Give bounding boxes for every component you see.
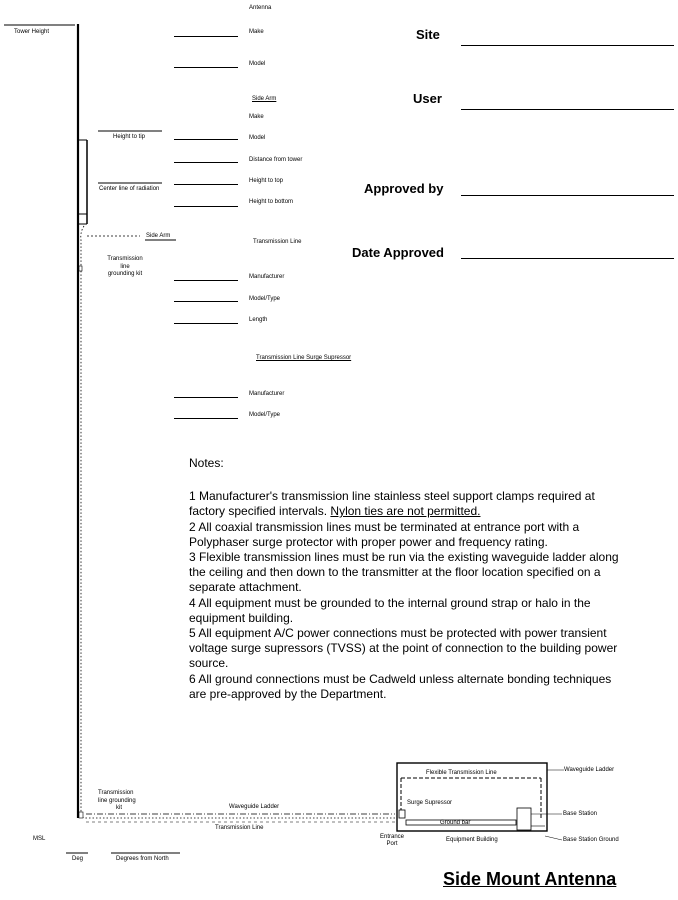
grounding-kit-upper-label: Transmission line grounding kit <box>107 256 143 277</box>
antenna-make-label: Make <box>249 29 264 35</box>
note-3: 3 Flexible transmission lines must be run via the existing waveguide ladder along the ceiling and then down to the transmitter at the floor location specified on a separate attachment. <box>189 550 619 595</box>
surge-supressor-heading: Transmission Line Surge Supressor <box>256 355 352 361</box>
equipment-building-label: Equipment Building <box>446 837 498 843</box>
tl-model-type-label: Model/Type <box>249 296 281 302</box>
side-arm-model-label: Model <box>249 135 266 141</box>
tl-length-field[interactable] <box>174 323 238 324</box>
grounding-kit-upper <box>79 266 82 271</box>
height-to-bottom-label: Height to bottom <box>249 199 294 205</box>
side-arm-model-field[interactable] <box>174 139 238 140</box>
height-to-top-label: Height to top <box>249 178 284 184</box>
notes-section <box>189 456 629 702</box>
center-line-label: Center line of radiation <box>99 186 160 192</box>
msl-label: MSL <box>33 836 46 842</box>
height-to-top-field[interactable] <box>174 184 238 185</box>
page-title: Side Mount Antenna <box>443 869 617 889</box>
note-1-emphasis: Nylon ties are not permitted. <box>330 504 481 519</box>
surge-manufacturer-field[interactable] <box>174 397 238 398</box>
deg-label: Deg <box>72 856 84 862</box>
tl-model-type-field[interactable] <box>174 301 238 302</box>
tl-manufacturer-field[interactable] <box>174 280 238 281</box>
note-2: 2 All coaxial transmission lines must be terminated at entrance port with a Polyphaser surge protector with proper power and frequency rating. <box>189 519 580 549</box>
antenna-heading: Antenna <box>249 5 272 11</box>
surge-model-type-label: Model/Type <box>249 412 281 418</box>
waveguide-ladder-building-label: Waveguide Ladder <box>564 767 615 773</box>
approved-by-field[interactable] <box>461 195 674 196</box>
height-to-bottom-field[interactable] <box>174 206 238 207</box>
base-station-box <box>517 808 531 830</box>
date-approved-label: Date Approved <box>352 245 444 260</box>
entrance-port-label: Entrance Port <box>379 834 404 847</box>
surge-model-type-field[interactable] <box>174 418 238 419</box>
surge-supressor-label: Surge Supressor <box>407 800 453 806</box>
grounding-kit-lower <box>79 812 83 818</box>
approved-by-label: Approved by <box>364 181 444 196</box>
height-to-tip-label: Height to tip <box>113 134 146 140</box>
side-arm-heading: Side Arm <box>252 96 277 102</box>
waveguide-ladder-tower-label: Waveguide Ladder <box>229 804 280 810</box>
surge-manufacturer-label: Manufacturer <box>249 391 285 397</box>
date-approved-field[interactable] <box>461 258 674 259</box>
base-station-ground-label: Base Station Ground <box>563 837 619 843</box>
notes-heading: Notes: <box>189 456 224 470</box>
site-label: Site <box>416 27 440 42</box>
base-station-label: Base Station <box>563 811 598 817</box>
degrees-north-label: Degrees from North <box>116 856 169 862</box>
user-field[interactable] <box>461 109 674 110</box>
note-5: 5 All equipment A/C power connections must be protected with power transient voltage surge supressors (TVSS) at the point of connection to the building power source. <box>189 626 618 671</box>
distance-field[interactable] <box>174 162 238 163</box>
side-arm-tower-label: Side Arm <box>146 233 171 239</box>
tl-length-label: Length <box>249 317 268 323</box>
antenna-model-label: Model <box>249 61 266 67</box>
note-1: 1 Manufacturer's transmission line stainless steel support clamps required at factory specified intervals. Nylon ties are not permitted. <box>189 489 595 519</box>
tl-manufacturer-label: Manufacturer <box>249 274 285 280</box>
grounding-kit-lower-label: Transmission line grounding kit <box>98 790 136 811</box>
user-label: User <box>413 91 442 106</box>
transmission-line-tower-label: Transmission Line <box>215 825 264 831</box>
distance-label: Distance from tower <box>249 157 303 163</box>
ground-bar-label: Ground bar <box>440 820 471 826</box>
site-field[interactable] <box>461 45 674 46</box>
antenna-model-field[interactable] <box>174 67 238 68</box>
note-4: 4 All equipment must be grounded to the internal ground strap or halo in the equipment building. <box>189 595 591 625</box>
tower-height-label: Tower Height <box>14 29 50 35</box>
antenna-make-field[interactable] <box>174 36 238 37</box>
side-arm-make-label: Make <box>249 114 264 120</box>
flexible-line-label: Flexible Transmission Line <box>426 770 497 776</box>
transmission-line-heading: Transmission Line <box>253 239 302 245</box>
note-6: 6 All ground connections must be Cadweld unless alternate bonding techniques are pre-approved by the Department. <box>189 671 612 701</box>
surge-supressor-box <box>399 810 405 818</box>
